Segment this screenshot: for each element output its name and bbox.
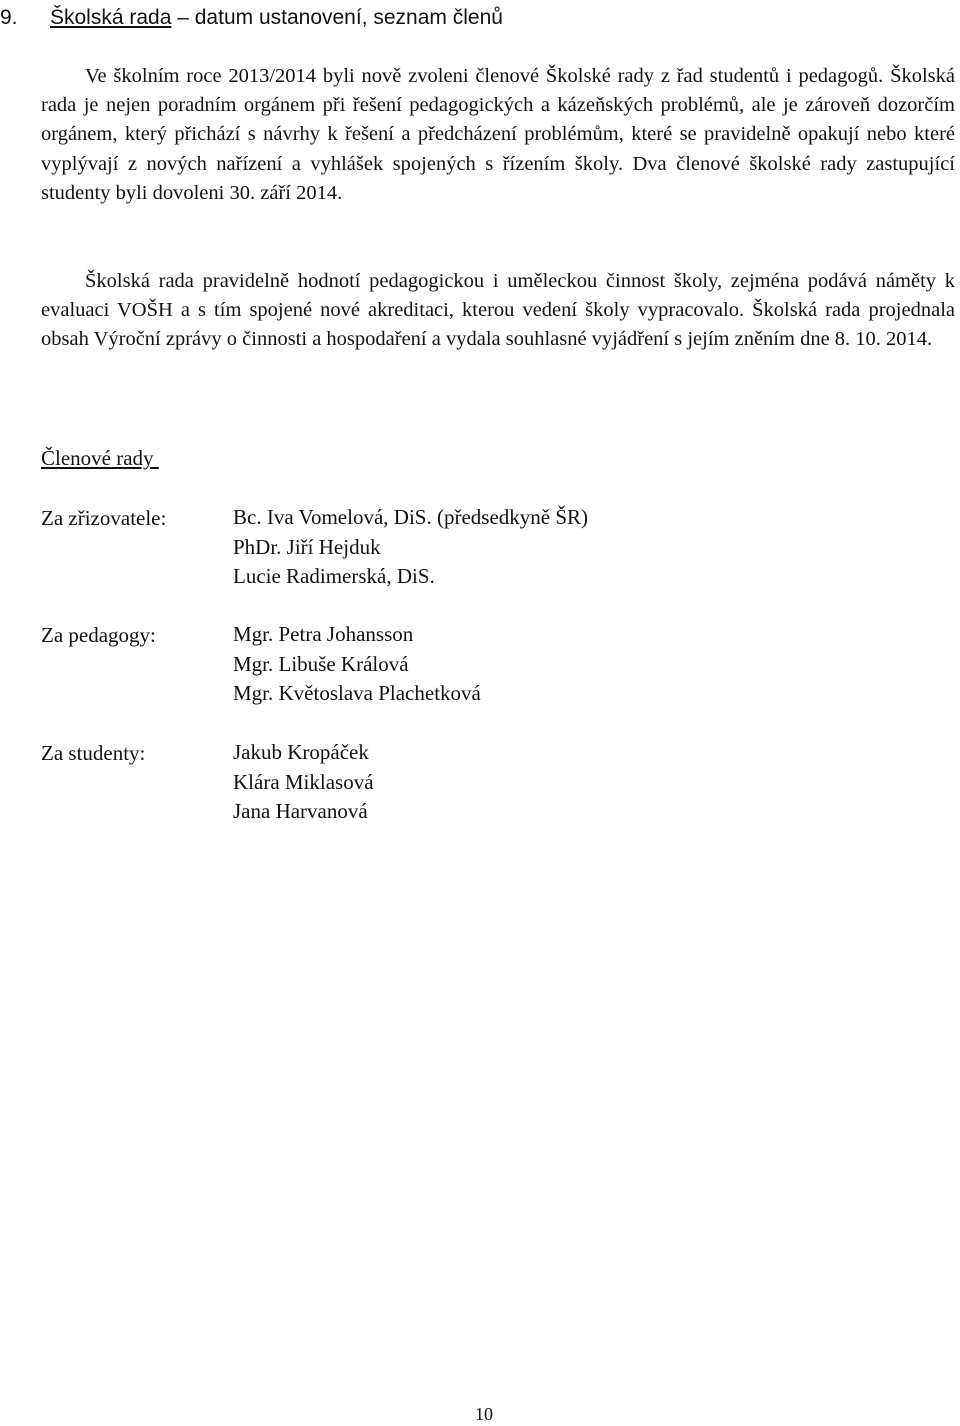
member-name: Klára Miklasová <box>233 769 374 794</box>
page-number: 10 <box>475 1404 493 1424</box>
section-heading <box>0 4 503 32</box>
paragraph-election: Ve školním roce 2013/2014 byli nově zvoleni členové Školské rady z řad studentů i pedagogů. Školská rada je nejen poradním orgánem při řešení pedagogických a kázeňských problémů, ale je zároveň dozorčím orgánem, který přichází s návrhy k řešení a předcházení problémům, které se pravidelně opakují nebo které vyplývají z nových nařízení a vyhlášek spojených s řízením školy. Dva členové školské rady zastupující studenty byli dovoleni 30. září 2014. <box>41 65 955 204</box>
group-label-zrizovatel: Za zřizovatele: <box>41 506 167 530</box>
member-list-zrizovatel <box>233 503 588 592</box>
member-name: PhDr. Jiří Hejduk <box>233 534 381 559</box>
member-name: Jakub Kropáček <box>233 740 369 764</box>
member-name: Mgr. Petra Johansson <box>233 622 414 646</box>
group-label-studenti: Za studenty: <box>41 741 146 765</box>
paragraph-evaluation: Školská rada pravidelně hodnotí pedagogickou i uměleckou činnost školy, zejména podává náměty k evaluaci VOŠH a s tím spojené nové akreditaci, kterou vedení školy vypracovalo. Školská rada projednala obsah Výroční zprávy o činnosti a hospodaření a vydala souhlasné vyjádření s jejím zněním dne 8. 10. 2014. <box>41 270 955 351</box>
group-label-pedagogove: Za pedagogy: <box>41 623 156 647</box>
member-name: Mgr. Libuše Králová <box>233 651 409 676</box>
member-name: Bc. Iva Vomelová, DiS. (předsedkyně ŠR) <box>233 505 589 529</box>
member-list-pedagogove <box>233 620 481 709</box>
member-name: Jana Harvanová <box>233 799 368 823</box>
member-name: Mgr. Květoslava Plachetková <box>233 681 481 705</box>
section-title-rest: – datum ustanovení, seznam členů <box>171 6 503 29</box>
section-number: 9. <box>0 6 18 29</box>
members-title: Členové rady <box>41 446 159 470</box>
member-name: Lucie Radimerská, DiS. <box>233 564 435 588</box>
section-title-underlined: Školská rada <box>50 6 172 29</box>
member-list-studenti <box>233 738 374 827</box>
